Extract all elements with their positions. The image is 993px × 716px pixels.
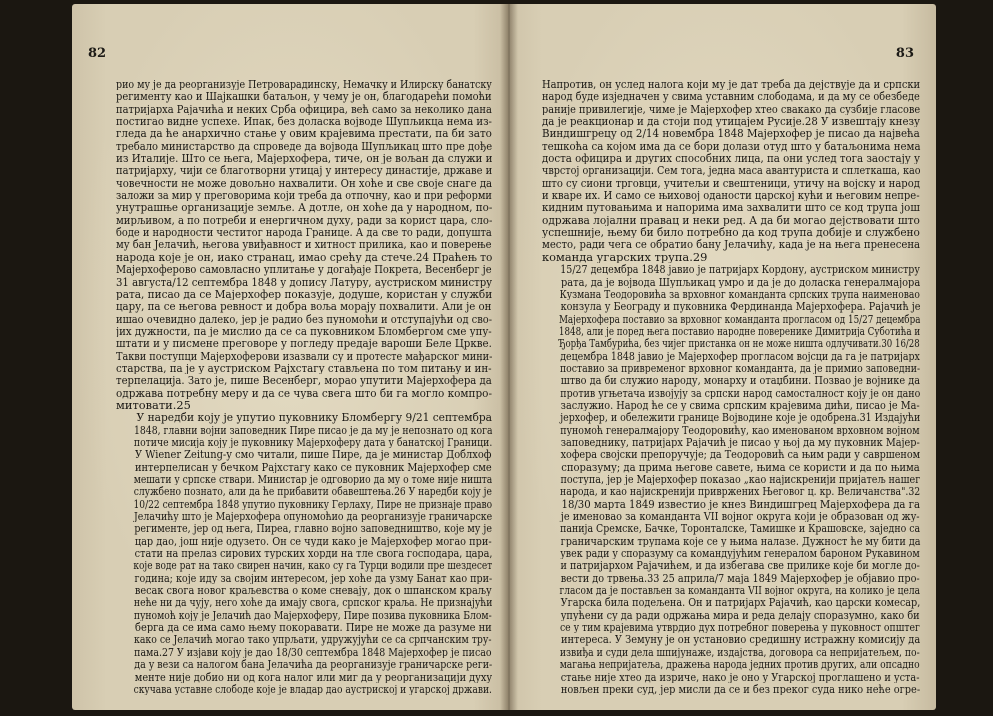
text-line: заложи за мир у преговорима који треба да отпочну, као и при реформи [116, 189, 492, 202]
text-line: патријарху, чији се благотворни утицај у интересу династије, државе и [116, 164, 492, 177]
text-line: боде и народности честитог народа Границе. А да све то ради, допушта [116, 226, 492, 239]
text-line: 31 августа/12 септембра 1848 у допису Латуру, аустриском министру [116, 275, 493, 288]
text-line: рио му је да реорганизује Петроварадинску, Немачку и Илирску банатску [116, 78, 492, 91]
text-line: Кузмана Теодоровића за врховног команданта српских трупа наименовао [559, 287, 920, 301]
text-line: хофера својски препоручује; да Теодоровић са њим ради у савршеном [560, 448, 921, 461]
text-line: да је реакционар и да стоји под утицајем Русије.28 У извештају кнезу [542, 115, 921, 128]
text-line: из Италије. Што се њега, Мајерхофера, тиче, он је вољан да служи и [116, 152, 493, 165]
body-text [542, 78, 920, 695]
text-line: новљен преки суд, јер мисли да се и без преког суда нико неће огре- [560, 682, 920, 696]
book-gutter [500, 4, 518, 710]
left-page [72, 4, 508, 710]
text-line: да у вези са налогом бана Јелачића да реорганизује граничарске реги- [134, 658, 492, 671]
text-line: регименту као и Шајкашки батаљон, у чему је он, благодарећи помоћи [116, 90, 492, 103]
text-line: Напротив, он услед налога који му је дат треба да дејствује да и српски [542, 78, 921, 91]
text-line: цару, па се његова ревност и добра воља морају похвалити. Али је он [116, 300, 492, 313]
text-line: граничарским трупама које се у њима налазе. Дужност ће му бити да [560, 534, 921, 548]
text-line: народа које је он, иако странац, имао срећу да стече.24 Праћењ то [116, 250, 492, 264]
body-text [116, 78, 492, 695]
text-line: против угњетача извојују за српски народ самосталност коју је он дано [560, 386, 921, 399]
text-line: потиче мисија коју је пуковнику Мајерхоферу дата у банатској Граници. [133, 435, 493, 449]
text-line: увек ради у споразуму са командујућим генералом бароном Рукавином [560, 547, 920, 560]
text-line: требало министарство да спроведе да војвода Шупљикац што пре дође [116, 139, 492, 153]
text-line: регименте, јер од њега, Пиреа, главно војно заповедништво, које му је [134, 522, 492, 535]
text-line: пама.27 У изјави коју је дао 18/30 септембра 1848 Мајерхофер је писао [134, 645, 492, 659]
text-line: споразуму; да прима његове савете, њима се користи и да по њима [561, 460, 920, 473]
text-line: Ђорђа Тамбурића, без чијег пристанка он не може ништа одлучивати.30 16/28 [558, 337, 920, 350]
text-line: упућени су да ради одржања мира и реда делају споразумно, како би [560, 608, 920, 622]
text-line: 15/27 децембра 1848 јавио је патријарх Кордону, аустриском министру [560, 263, 920, 276]
text-line: одржава потребну меру и да се чува свега што би га могло компро- [116, 386, 492, 399]
text-line: митовати.25 [116, 398, 191, 412]
text-line: народ буде изједначен у свима уставним слободама, и да му се обезбеде [542, 90, 920, 103]
text-line: година; које иду за својим интересом, јер хоће да узму Банат као при- [134, 571, 492, 585]
text-line: 18/30 марта 1849 известио је кнез Виндишгрец Мајерхофера да га [561, 497, 920, 511]
text-line: Мајерхофера поставио за врховног команданта прогласом од 15/27 децембра [558, 312, 921, 325]
text-line: весак свога новог краљевства о коме сневају, док о шпанском краљу [134, 584, 492, 597]
text-line: Такви поступци Мајерхоферови изазвали су и протесте мађарског мини- [116, 349, 493, 362]
text-line: интерпелисан у бечком Рајхстагу како се пуковник Мајерхофер сме [134, 460, 492, 473]
paragraph [116, 411, 492, 695]
text-line: штво да би служио народу, монарху и отаџбини. Позвао је војнике да [560, 374, 920, 387]
text-line: мешати у српске ствари. Министар је одговорио да му о томе није ништа [133, 473, 492, 486]
text-line: одржава лојални правац и неки ред. А да би могао дејствовати што [542, 213, 920, 227]
text-line: и патријархом Рајачићем, и да избегава све прилике које би могле до- [560, 559, 920, 572]
text-line: магања непријатеља, дражења народа једних против других, али опсадно [559, 658, 920, 671]
paragraph [542, 263, 920, 695]
text-line: извиђа и суди дела шпијунаже, издајства, договора са непријатељем, по- [559, 645, 920, 659]
text-line: како се Јелачић могао тако упрљати, удружујући се са српчанским тру- [134, 633, 492, 646]
text-line: берга да се има само њему покоравати. Пире не може да разуме ни [135, 621, 492, 634]
text-line: јих дужности, па је мислио да се са пуковником Бломбергом сме упу- [116, 324, 492, 338]
text-line: постигао видне успехе. Ипак, без доласка војводе Шупљикца нема из- [116, 115, 492, 128]
paragraph [116, 78, 492, 411]
text-line: гласом да је постављен за команданта VII војног округа, на колико је цела [559, 584, 921, 597]
text-line: чврстој организацији. Сем тога, једна маса авантуриста и сплеткаша, као [542, 164, 921, 177]
text-line: доста официра и других способних лица, па они услед тога заостају у [542, 152, 921, 165]
paragraph [542, 78, 920, 263]
text-line: конзула у Београду и пуковника Фердинанда Мајерхофера. Рајачић је [560, 300, 921, 313]
text-line: заслужио. Народ ће се у свима српским крајевима дићи, писао је Ма- [560, 398, 920, 412]
text-line: команда угарских трупа.29 [542, 250, 708, 264]
right-page [508, 4, 936, 710]
text-line: заповеднику, патријарх Рајачић је писао у њој да му пуковник Мајер- [560, 435, 920, 449]
text-line: панија Сремске, Бачке, Торонталске, Тамишке и Крашовске, заједно са [560, 522, 920, 535]
text-line: интереса. У Земуну је он установио средишну истражну комисију да [560, 633, 920, 646]
text-line: Виндишгрецу од 2/14 новембра 1848 Мајерхофер је писао да највећа [542, 127, 920, 140]
text-line: унутрашње организације земље. А дотле, он хоће да у народном, по- [116, 201, 493, 214]
text-line: У Wiener Zeitung-у смо читали, пише Пире, да је министар Доблхоф [135, 448, 492, 461]
text-line: кидним путовањима и напорима има захвалити што се код трупа још [542, 201, 920, 214]
text-line: рата, писао да се Мајерхофер показује, додуше, користан у служби [116, 287, 492, 301]
text-line: му бан Јелачић, његова увиђавност и хитност прилика, као и поверење [116, 238, 492, 251]
text-line: Јелачићу што је Мајерхофера опуномоћио да реорганизује граничарске [134, 510, 493, 523]
text-line: Угарска била подељена. Он и патријарх Рајачић, као царски комесар, [560, 596, 921, 609]
text-line: старства, па је у аустриском Рајхстагу стављена по том питању и ин- [116, 361, 492, 375]
text-line: скучава уставне слободе које је владар дао аустриској и угарској држави. [133, 682, 492, 696]
text-line: човечности не може довољно нахвалити. Он хоће и све своје снаге да [116, 176, 493, 190]
text-line: патријарха Рајачића и неких Срба официра, већ само за неколико дана [116, 102, 492, 116]
text-line: стање није хтео да изриче, нако је оно у Угарској проглашено и уста- [560, 670, 920, 683]
text-line: поступа, јер је Мајерхофер показао „као најискренији пријатељ нашег [560, 473, 920, 486]
text-line: што су сиони трговци, учитељи и свештеници, утичу на војску и народ [542, 176, 920, 190]
page-number: 82 [88, 46, 107, 61]
page-number: 83 [895, 46, 914, 61]
text-line: 10/22 септембра 1848 упутио пуковнику Герлаху, Пире не признаје право [133, 497, 493, 511]
text-line: које воде рат на тако свирен начин, како су га Турци водили пре шездесет [133, 559, 493, 572]
text-line: неће ни да чују, него хоће да имају свога, српског краља. Не признајући [133, 596, 493, 609]
text-line: поставио за привременог врховног команданта, да је примио заповедни- [559, 361, 920, 375]
text-line: је именовао за команданта VII војног округа који је образован од жу- [560, 510, 920, 523]
text-line: пуномоћ генералмајору Теодоровићу, као именованом врховном војном [560, 423, 920, 436]
text-line: гледа да ће анархично стање у овим крајевима престати, па би зато [116, 127, 492, 140]
text-line: вести до трвења.33 25 априла/7 маја 1849 Мајерхофер је објавио про- [560, 571, 920, 585]
text-line: цар дао, још није одузето. Он се чуди како је Мајерхофер могао при- [134, 534, 492, 548]
text-line: мирљивом, а по потреби и енергичном духу, ради за корист цара, сло- [116, 213, 493, 227]
text-line: ишао очевидно далеко, јер је радио без пуномоћи и отступајући од сво- [116, 312, 492, 325]
text-line: рата, да је војвода Шупљикац умро и да је до доласка генералмајора [560, 275, 920, 288]
text-line: се у тим крајевима утврдио дух потребног поверења у пуковност општег [559, 621, 920, 634]
text-line: менте није добио ни од кога налог или миг да у реорганизацији духу [134, 670, 493, 683]
text-line: раније привилегије, чиме је Мајерхофер хтео свакако да сузбије гласове [542, 102, 920, 116]
text-line: 1848, главни војни заповедник Пире писао је да му је непознато од кога [133, 423, 493, 436]
text-line: штати и у писмене преговоре у погледу предаје вароши Беле Цркве. [116, 337, 492, 350]
text-line: Мајерхоферово самовласно уплитање у догађаје Покрета, Весенберг је [116, 263, 492, 276]
text-line: децембра 1848 јавио је Мајерхофер прогласом војсци да га је патријарх [560, 349, 920, 362]
text-line: стати на прелаз сирових турских хорди на тле свога господара, цара, [134, 547, 493, 560]
text-line: тешкоћа са којом има да се бори долази отуд што у батаљонима нема [542, 139, 921, 153]
text-line: У наредби коју је упутио пуковнику Бломбергу 9/21 септембра [136, 411, 492, 424]
text-line: и кваре их. И само се њиховој оданости царској кући и његовим непре- [542, 189, 920, 202]
text-line: место, ради чега се обратио бану Јелачићу, када је на њега пренесена [542, 238, 920, 251]
text-line: 1848, али је поред њега поставио народне поверенике Димитрија Суботића и [558, 324, 920, 338]
text-line: успешније, њему би било потребно да код трупа добије и службено [542, 226, 920, 239]
text-line: јерхофер, и обележити границе Војводине које је одобрена.31 Издајући [560, 411, 921, 424]
text-line: службено познато, али да ће прибавити обавештења.26 У наредби коју је [133, 485, 492, 498]
text-line: народа, и као најискренији привржених Његовог ц. кр. Величанства".32 [560, 485, 921, 498]
text-line: пуномоћ коју је Јелачић дао Мајерхоферу, Пире позива пуковника Блом- [133, 608, 492, 622]
text-line: терпелација. Зато је, пише Весенберг, морао упутити Мајерхофера да [116, 374, 492, 387]
